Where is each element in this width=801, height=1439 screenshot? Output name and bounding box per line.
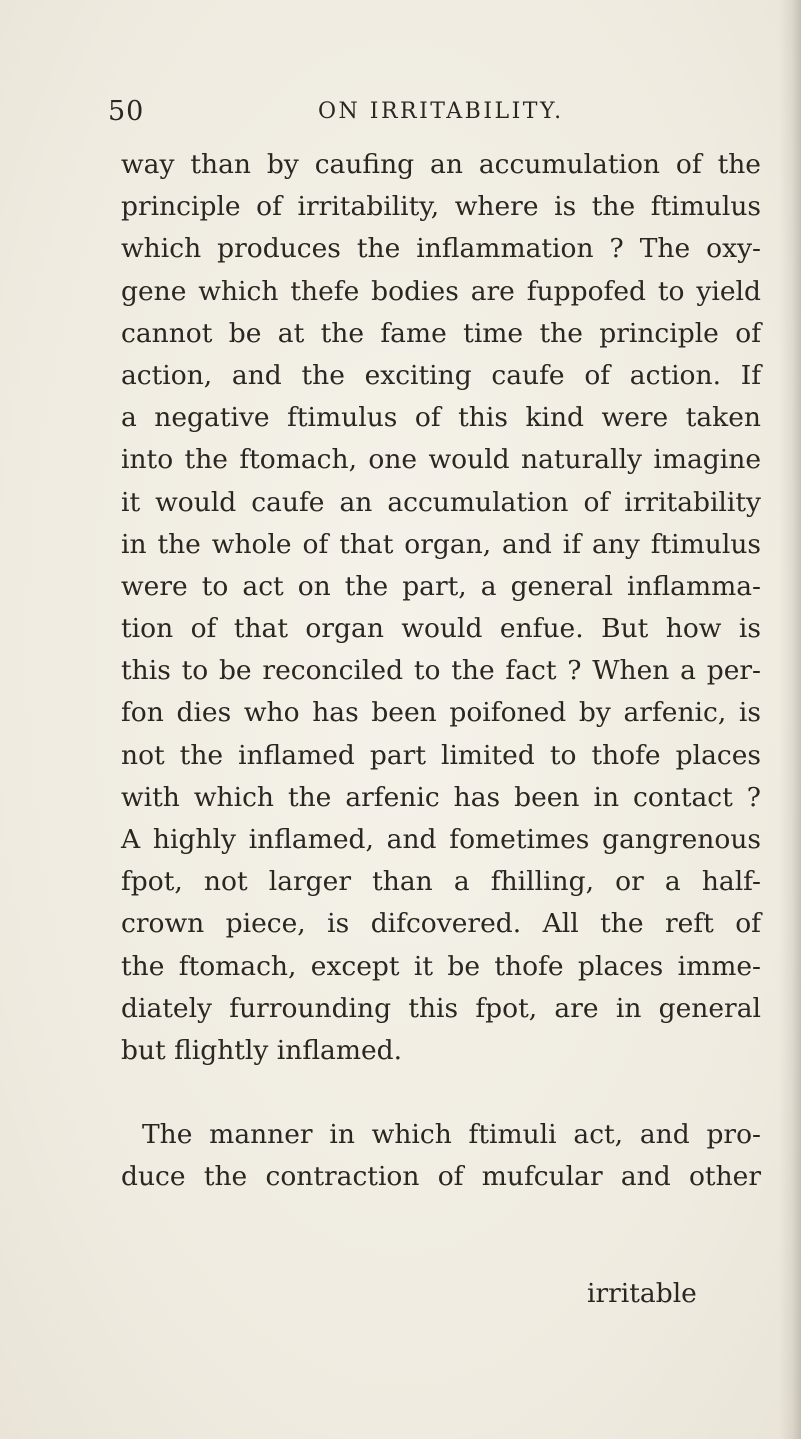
paragraph-2 — [121, 1114, 761, 1198]
text-line: into the ftomach, one would naturally imagine — [121, 444, 761, 476]
text-line: way than by caufing an accumulation of the — [121, 149, 761, 180]
text-line: action, and the exciting caufe of action. If — [121, 359, 761, 391]
paragraph-spacer — [121, 1072, 761, 1114]
text-line: with which the arfenic has been in contact ? — [121, 781, 761, 813]
text-line: the ftomach, except it be thofe places imme- — [121, 950, 761, 982]
text-line: tion of that organ would enfue. But how is — [121, 613, 761, 645]
text-line: not the inflamed part limited to thofe places — [121, 739, 761, 771]
text-line: duce the contraction of mufcular and other — [121, 1161, 761, 1193]
catchword: irritable — [587, 1278, 697, 1309]
text-line: in the whole of that organ, and if any ftimulus — [121, 528, 761, 560]
text-line: fon dies who has been poifoned by arfenic, is — [121, 697, 761, 729]
text-line: it would caufe an accumulation of irritability — [121, 486, 761, 518]
text-line: diately furrounding this fpot, are in general — [121, 992, 761, 1024]
text-line: which produces the inflammation ? The oxy- — [121, 233, 761, 265]
text-line: but flightly inflamed. — [121, 1034, 403, 1066]
page-header — [108, 96, 668, 136]
page-edge-shadow — [779, 0, 801, 1439]
paragraph-1 — [121, 144, 761, 1072]
text-line: The manner in which ftimuli act, and pro- — [142, 1119, 761, 1151]
text-line: were to act on the part, a general inflamma- — [121, 570, 761, 602]
page-number: 50 — [108, 96, 145, 127]
text-line: crown piece, is difcovered. All the reft of — [121, 908, 761, 940]
text-line: this to be reconciled to the fact ? When a per- — [121, 655, 761, 687]
body-text — [121, 144, 761, 1199]
text-line: A highly inflamed, and fometimes gangrenous — [121, 824, 761, 855]
text-line: cannot be at the fame time the principle of — [121, 317, 761, 349]
text-line: principle of irritability, where is the ftimulus — [121, 191, 761, 223]
text-line: a negative ftimulus of this kind were taken — [121, 402, 761, 434]
running-head: ON IRRITABILITY. — [318, 99, 564, 124]
text-line: fpot, not larger than a fhilling, or a half- — [121, 866, 761, 898]
text-line: gene which thefe bodies are fuppofed to yield — [121, 275, 761, 307]
